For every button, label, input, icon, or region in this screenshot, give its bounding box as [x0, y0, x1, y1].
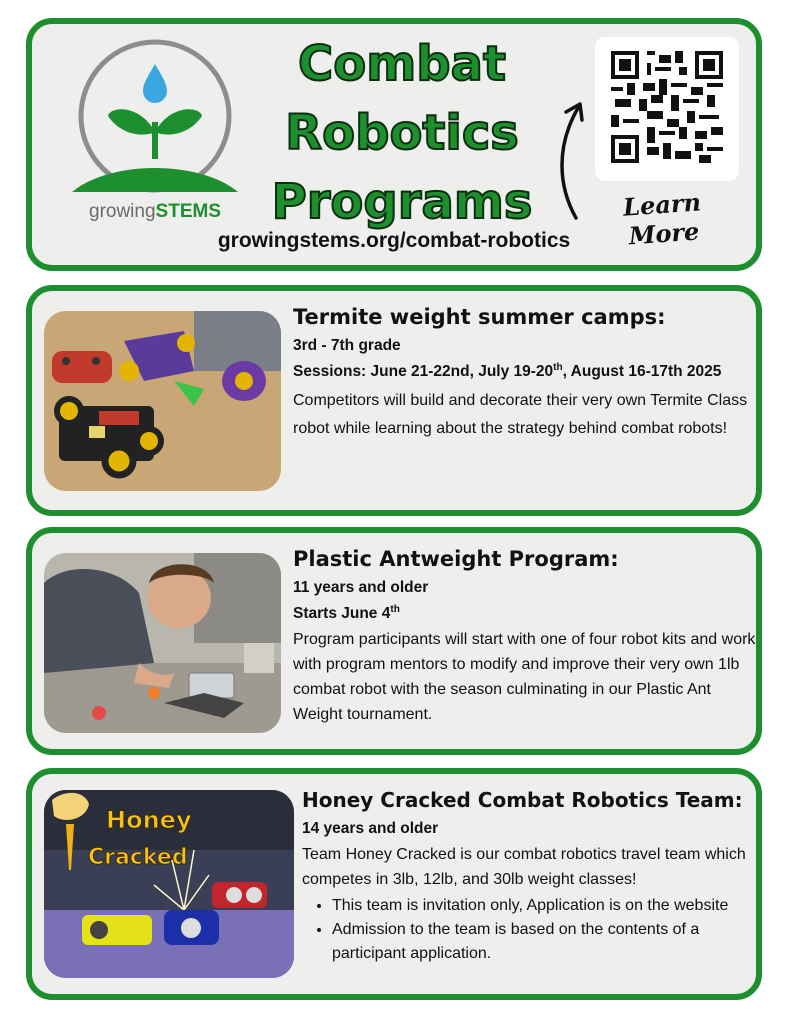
learn-more-label: Learn More [622, 187, 702, 251]
photo-logo-cracked: Cracked [88, 845, 188, 870]
photo-logo-honey: Honey [106, 806, 192, 834]
website-url[interactable]: growingstems.org/combat-robotics [217, 229, 571, 252]
termite-robots-photo [44, 311, 281, 491]
title-line-2: Robotics [285, 105, 519, 161]
robot-battle-photo [44, 790, 294, 978]
honey-description: Team Honey Cracked is our combat robotics travel team which competes in 3lb, 12lb, and 30lb weight classes! [302, 846, 746, 888]
logo-text-stems: STEMS [155, 201, 221, 222]
list-item: • Admission to the team is based on the contents of a participant application. [332, 918, 764, 966]
title-line-3: Programs [271, 174, 533, 230]
termite-camp-card [26, 285, 762, 516]
honey-cracked-team-card [26, 768, 762, 1000]
header-card [26, 18, 762, 271]
student-building-robot-photo [44, 553, 281, 733]
hill-icon [72, 168, 238, 192]
right-leaf-icon [155, 109, 202, 134]
page-title [262, 30, 542, 237]
logo-text-growing: growing [89, 201, 156, 222]
termite-description: Competitors will build and decorate their very own Termite Class robot while learning about the strategy behind combat robots! [293, 392, 748, 438]
termite-sessions: Sessions: June 21-22nd, July 19-20th, August 16-17th 2025 [293, 362, 722, 381]
left-leaf-icon [108, 109, 155, 134]
antweight-heading: Plastic Antweight Program: [293, 547, 619, 571]
water-drop-icon [143, 64, 167, 103]
honey-bullet-list [302, 894, 764, 966]
termite-grade: 3rd - 7th grade [293, 337, 401, 354]
antweight-start-date: Starts June 4th [293, 604, 400, 623]
qr-code[interactable] [595, 37, 739, 181]
growingstems-logo [70, 34, 240, 224]
antweight-description: Program participants will start with one of four robot kits and work with program mentors to modify and improve their very own 1lb combat robot with the season culminating in our Plastic Ant Weight tournament. [293, 631, 756, 724]
termite-heading: Termite weight summer camps: [293, 305, 666, 329]
list-item: • This team is invitation only, Application is on the website [332, 894, 764, 918]
antweight-program-card [26, 527, 762, 755]
title-line-1: Combat [298, 36, 506, 92]
honey-heading: Honey Cracked Combat Robotics Team: [302, 788, 743, 812]
svg-text:growingSTEMS [89, 201, 221, 222]
antweight-age: 11 years and older [293, 579, 429, 596]
qr-code-icon [611, 51, 723, 163]
honey-age: 14 years and older [302, 820, 439, 837]
